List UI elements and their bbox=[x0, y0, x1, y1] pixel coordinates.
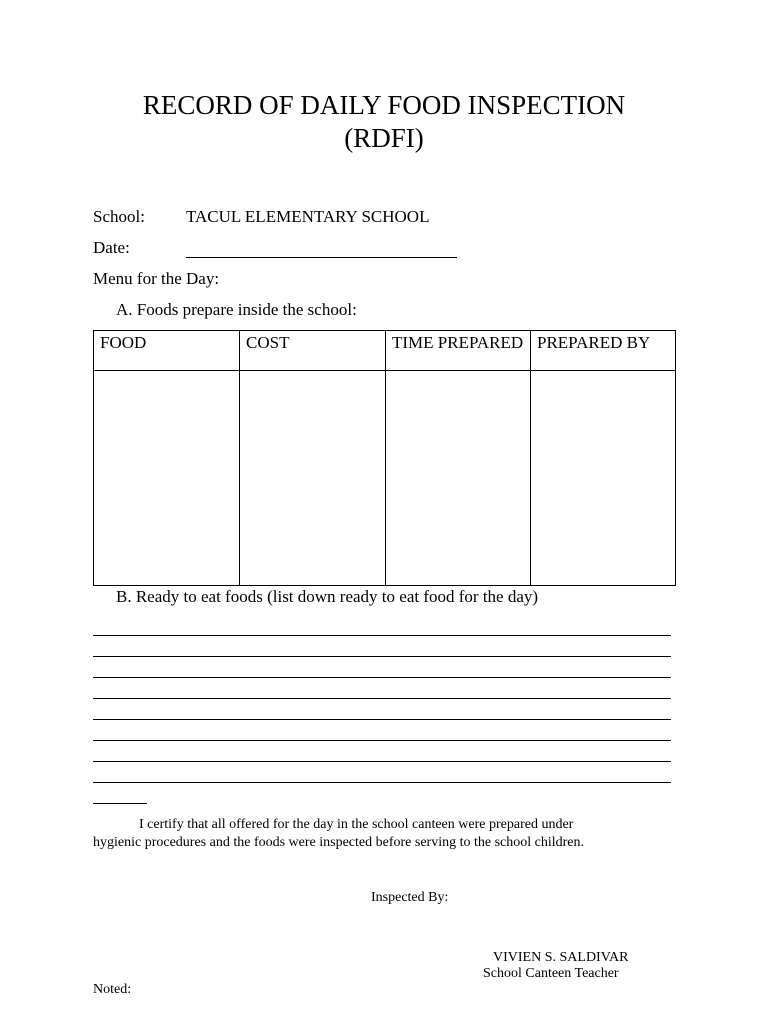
table-row bbox=[94, 371, 676, 586]
section-b-heading: B. Ready to eat foods (list down ready to eat food for the day) bbox=[116, 587, 539, 606]
certification-line-2: hygienic procedures and the foods were inspected before serving to the school children. bbox=[93, 835, 584, 850]
time-prepared-cell[interactable] bbox=[386, 371, 531, 586]
inspector-title: School Canteen Teacher bbox=[483, 966, 619, 981]
food-cell[interactable] bbox=[94, 371, 240, 586]
column-header-prepared-by: PREPARED BY bbox=[531, 331, 676, 371]
table-header-row bbox=[94, 331, 676, 371]
school-value: TACUL ELEMENTARY SCHOOL bbox=[186, 207, 430, 226]
school-label: School: bbox=[93, 207, 145, 226]
ready-food-line[interactable] bbox=[93, 658, 671, 678]
foods-table bbox=[93, 330, 676, 586]
ready-food-line[interactable] bbox=[93, 721, 671, 741]
ready-food-line[interactable] bbox=[93, 742, 671, 762]
date-label: Date: bbox=[93, 238, 130, 257]
ready-food-line[interactable] bbox=[93, 616, 671, 636]
date-field[interactable] bbox=[186, 238, 457, 258]
inspected-by-label: Inspected By: bbox=[371, 890, 449, 905]
inspector-name: VIVIEN S. SALDIVAR bbox=[493, 950, 629, 965]
noted-label: Noted: bbox=[93, 982, 132, 997]
certification-line-1: I certify that all offered for the day in the school canteen were prepared under bbox=[139, 817, 574, 832]
ready-food-line[interactable] bbox=[93, 679, 671, 699]
form-title: RECORD OF DAILY FOOD INSPECTION bbox=[142, 90, 626, 120]
ready-food-line-short[interactable] bbox=[93, 784, 147, 804]
prepared-by-cell[interactable] bbox=[531, 371, 676, 586]
ready-food-line[interactable] bbox=[93, 700, 671, 720]
ready-food-line[interactable] bbox=[93, 637, 671, 657]
ready-food-line[interactable] bbox=[93, 763, 671, 783]
column-header-time-prepared: TIME PREPARED bbox=[386, 331, 531, 371]
menu-label: Menu for the Day: bbox=[93, 269, 220, 288]
form-title-abbreviation: (RDFI) bbox=[344, 123, 424, 153]
column-header-food: FOOD bbox=[94, 331, 240, 371]
cost-cell[interactable] bbox=[240, 371, 386, 586]
column-header-cost: COST bbox=[240, 331, 386, 371]
section-a-heading: A. Foods prepare inside the school: bbox=[116, 300, 357, 319]
